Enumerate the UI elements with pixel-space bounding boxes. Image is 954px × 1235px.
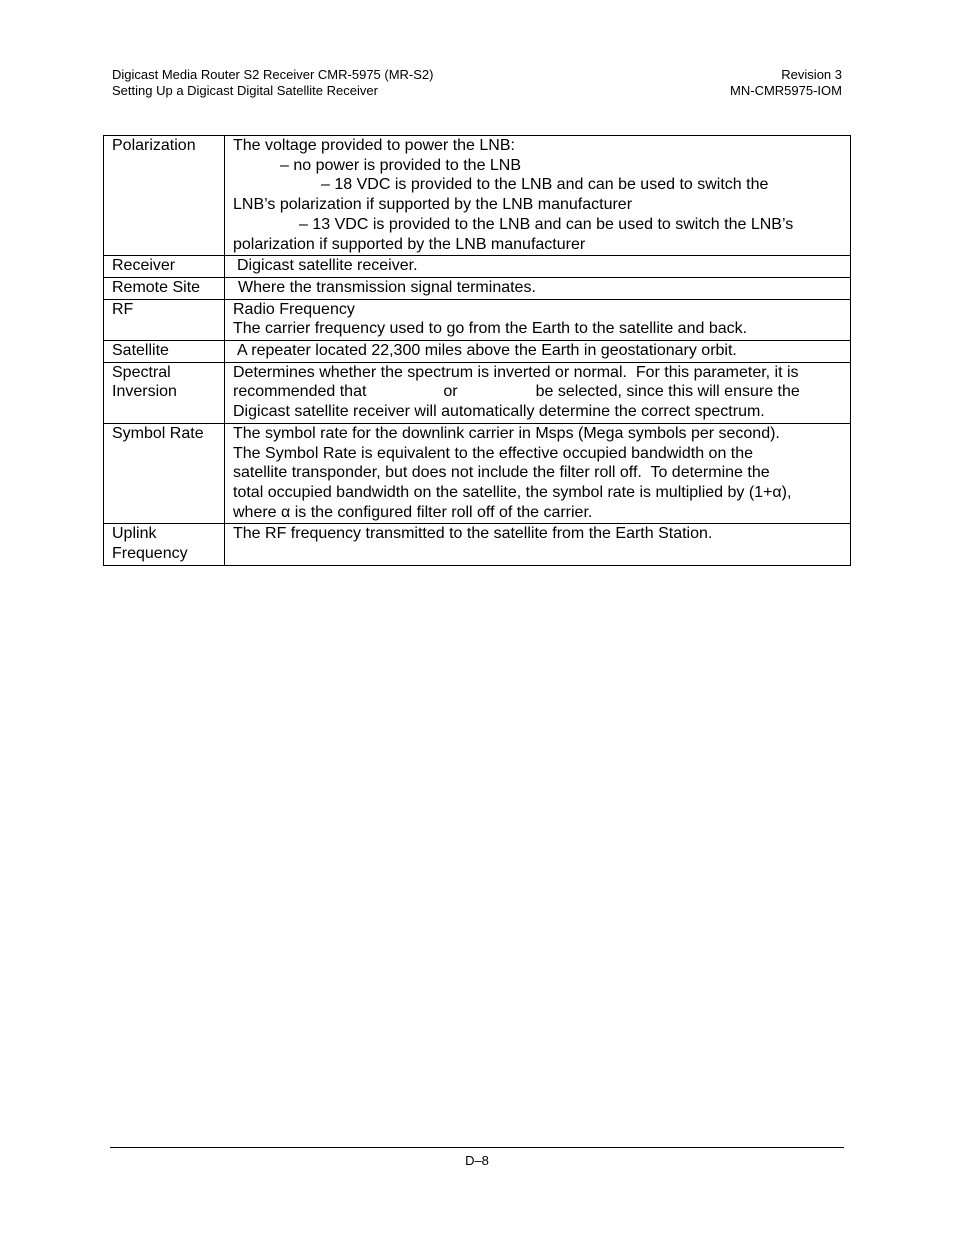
definition-cell: [225, 136, 851, 256]
term-receiver: Receiver: [112, 257, 176, 275]
definition-line: The voltage provided to power the LNB:: [233, 137, 515, 154]
definition-fragment: or: [443, 383, 458, 401]
term-satellite: Satellite: [112, 342, 169, 360]
definition-line: A repeater located 22,300 miles above the Earth in geostationary orbit.: [237, 342, 737, 360]
table-row: [104, 423, 851, 524]
term-spectral-inversion: Spectral: [112, 363, 171, 381]
term-symbol-rate: Symbol Rate: [112, 424, 204, 442]
definition-line: LNB’s polarization if supported by the LNB manufacturer: [233, 196, 633, 214]
definition-line: Radio Frequency: [233, 300, 355, 318]
section-title: Setting Up a Digicast Digital Satellite Receiver: [112, 83, 378, 98]
definition-line: satellite transponder, but does not include the filter roll off. To determine the: [233, 464, 770, 482]
term-cell: [104, 423, 225, 524]
definition-cell: [225, 341, 851, 363]
term-cell: [104, 524, 225, 565]
definition-line: Digicast satellite receiver will automatically determine the correct spectrum.: [233, 403, 765, 421]
definition-line: – no power is provided to the LNB: [280, 156, 522, 174]
definition-cell: [225, 524, 851, 565]
definition-line: [233, 382, 842, 402]
header-left: [112, 67, 434, 99]
footer-divider: [110, 1147, 844, 1148]
definition-line: polarization if supported by the LNB manufacturer: [233, 235, 586, 253]
document-title: Digicast Media Router S2 Receiver CMR-5975 (MR-S2): [112, 67, 434, 82]
glossary-table: [103, 135, 851, 566]
definition-fragment: be selected, since this will ensure the: [535, 383, 800, 401]
definition-line: The Symbol Rate is equivalent to the effective occupied bandwidth on the: [233, 444, 754, 462]
definition-line: The RF frequency transmitted to the satellite from the Earth Station.: [233, 525, 713, 543]
term-cell: [104, 277, 225, 299]
table-row: [104, 256, 851, 278]
definition-line: – 13 VDC is provided to the LNB and can be used to switch the LNB’s: [299, 215, 794, 233]
revision-label: Revision 3: [781, 67, 842, 82]
term-uplink-frequency: Frequency: [112, 545, 188, 563]
definition-cell: [225, 423, 851, 524]
definition-line: The carrier frequency used to go from the Earth to the satellite and back.: [233, 320, 748, 338]
definition-cell: [225, 299, 851, 340]
term-cell: [104, 299, 225, 340]
definition-cell: [225, 362, 851, 423]
term-cell: [104, 362, 225, 423]
definition-cell: [225, 256, 851, 278]
term-remote-site: Remote Site: [112, 278, 201, 296]
definition-line: The symbol rate for the downlink carrier in Msps (Mega symbols per second).: [233, 424, 780, 442]
term-cell: [104, 136, 225, 256]
table-row: [104, 341, 851, 363]
term-spectral-inversion: Inversion: [112, 383, 177, 401]
definition-cell: [225, 277, 851, 299]
table-row: [104, 362, 851, 423]
definition-line: total occupied bandwidth on the satellite, the symbol rate is multiplied by (1+α),: [233, 483, 792, 501]
page-number: D–8: [465, 1153, 489, 1168]
term-uplink-frequency: Uplink: [112, 525, 157, 543]
term-cell: [104, 256, 225, 278]
definition-line: Determines whether the spectrum is inverted or normal. For this parameter, it is: [233, 363, 799, 381]
definition-line: Digicast satellite receiver.: [237, 257, 418, 275]
term-cell: [104, 341, 225, 363]
term-polarization: Polarization: [112, 137, 196, 154]
term-rf: RF: [112, 300, 134, 318]
definition-line: Where the transmission signal terminates.: [238, 278, 536, 296]
header-right: [730, 67, 842, 99]
table-row: [104, 524, 851, 565]
table-row: [104, 299, 851, 340]
definition-line: – 18 VDC is provided to the LNB and can be used to switch the: [321, 176, 769, 194]
table-row: [104, 277, 851, 299]
definition-line: where α is the configured filter roll off of the carrier.: [233, 503, 593, 521]
table-row: [104, 136, 851, 256]
definition-fragment: recommended that: [233, 383, 367, 401]
document-number: MN-CMR5975-IOM: [730, 83, 842, 98]
